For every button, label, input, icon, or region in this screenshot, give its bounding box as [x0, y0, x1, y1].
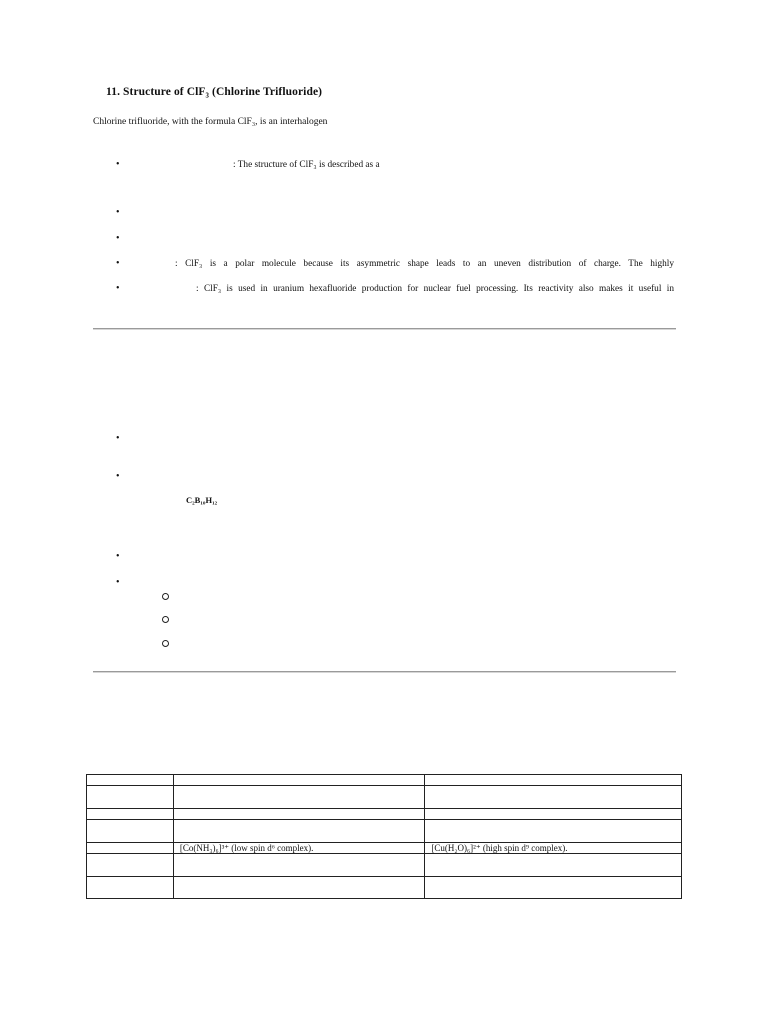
bullet-marker: • [116, 207, 120, 218]
table-row [87, 775, 682, 786]
table-cell [173, 809, 425, 820]
bullet-marker: • [116, 283, 120, 294]
table-cell [87, 820, 174, 843]
table-cell [425, 809, 682, 820]
table-row [87, 877, 682, 899]
table-cell-example-low-spin: [Co(NH₃)₆]³⁺ (low spin d⁶ complex). [173, 843, 425, 854]
section-title: 11. Structure of ClF₃ (Chlorine Trifluoride) [106, 86, 323, 98]
intro-paragraph: Chlorine trifluoride, with the formula ClF₃, is an interhalogen [93, 117, 328, 127]
table-row [87, 809, 682, 820]
bullet-marker: • [116, 551, 120, 562]
table-cell [425, 854, 682, 877]
table-cell [87, 809, 174, 820]
bullet-marker: • [116, 159, 120, 170]
bullet-marker: • [116, 577, 120, 588]
table-row [87, 843, 682, 854]
sub-bullet-marker [162, 640, 169, 647]
section-divider [93, 671, 676, 673]
section-divider [93, 328, 676, 330]
bullet-marker: • [116, 233, 120, 244]
bullet-marker: • [116, 433, 120, 444]
table-cell [173, 877, 425, 899]
table-cell [87, 775, 174, 786]
bullet-text-polarity: : ClF₃ is a polar molecule because its asymmetric shape leads to an uneven distribution of charge. The highly [175, 259, 674, 269]
bullet-text-uses: : ClF₃ is used in uranium hexafluoride production for nuclear fuel processing. Its reactivity also makes it useful in [196, 284, 674, 294]
comparison-table [86, 774, 682, 899]
table-cell [425, 877, 682, 899]
formula-carborane: C₂B₁₀H₁₂ [186, 495, 218, 505]
bullet-marker: • [116, 258, 120, 269]
sub-bullet-marker [162, 616, 169, 623]
sub-bullet-marker [162, 593, 169, 600]
table-cell [87, 877, 174, 899]
table-row [87, 820, 682, 843]
table-cell [173, 775, 425, 786]
table-cell [87, 843, 174, 854]
table-cell [173, 820, 425, 843]
table-cell [87, 854, 174, 877]
table-cell [87, 786, 174, 809]
bullet-marker: • [116, 471, 120, 482]
table-row [87, 854, 682, 877]
table-cell [425, 820, 682, 843]
table-cell [425, 775, 682, 786]
table-cell [173, 854, 425, 877]
table-cell-example-high-spin: [Cu(H₂O)₆]²⁺ (high spin d⁹ complex). [425, 843, 682, 854]
table-row [87, 786, 682, 809]
table-cell [173, 786, 425, 809]
table-cell [425, 786, 682, 809]
bullet-text-structure: : The structure of ClF₃ is described as a [233, 160, 380, 170]
